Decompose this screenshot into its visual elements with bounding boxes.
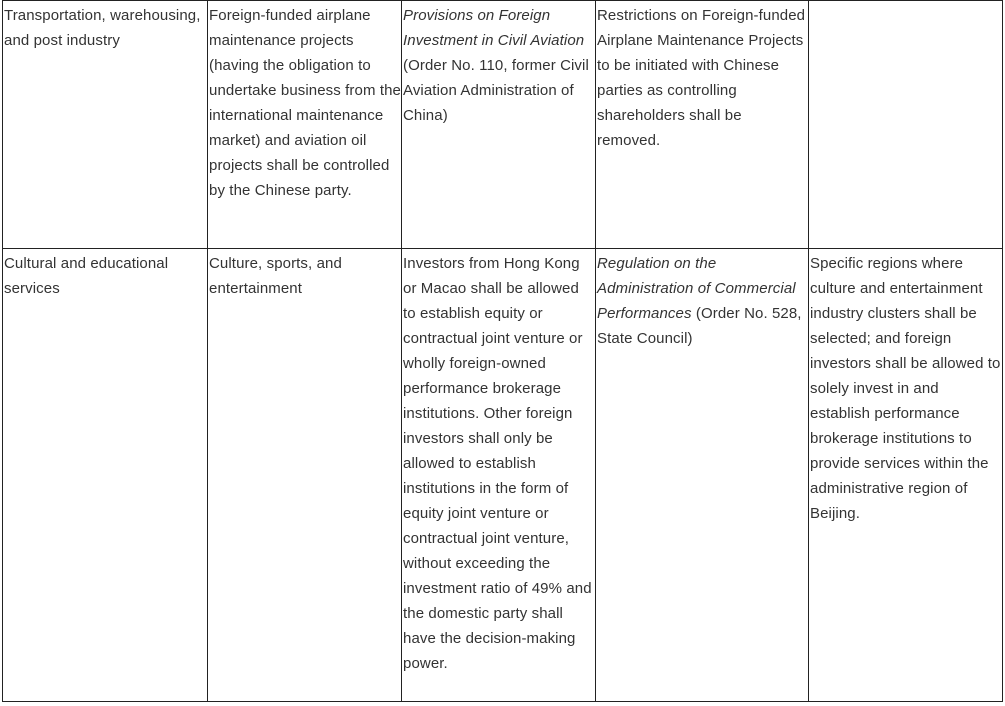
measure-cell xyxy=(596,1,809,249)
current-rule-text: Investors from Hong Kong or Macao shall be allowed to establish equity or contractual joint venture or wholly foreign-owned performance brokerage institutions. Other foreign investors shall only be allowed to establish institutions in the form of equity joint venture or contractual joint venture, without exceeding the investment ratio of 49% and the domestic party shall have the decision-making power. xyxy=(403,255,592,672)
category-cell xyxy=(208,249,402,702)
policy-table xyxy=(2,0,1003,702)
category-text: Foreign-funded airplane maintenance projects (having the obligation to undertake business from the international maintenance market) and aviation oil projects shall be controlled by the Chinese party. xyxy=(209,7,401,199)
note-cell xyxy=(809,1,1003,249)
sector-cell xyxy=(3,1,208,249)
category-cell xyxy=(208,1,402,249)
sector-text: Cultural and educational services xyxy=(4,255,169,297)
measure-cell xyxy=(809,249,1003,702)
category-text: Culture, sports, and entertainment xyxy=(209,255,342,297)
regulation-cell xyxy=(596,249,809,702)
sector-cell xyxy=(3,249,208,702)
regulation-reference: (Order No. 528, State Council) xyxy=(597,305,802,347)
table-row xyxy=(3,249,1003,702)
regulation-reference: (Order No. 110, former Civil Aviation Administration of China) xyxy=(403,57,589,124)
current-rule-cell xyxy=(402,249,596,702)
sector-text: Transportation, warehousing, and post industry xyxy=(4,7,201,49)
regulation-cell xyxy=(402,1,596,249)
regulation-title: Provisions on Foreign Investment in Civil Aviation xyxy=(403,7,585,49)
measure-text: Specific regions where culture and entertainment industry clusters shall be selected; and foreign investors shall be allowed to solely invest in and establish performance brokerage institutions to provide services within the administrative region of Beijing. xyxy=(810,255,1001,522)
table-row xyxy=(3,1,1003,249)
measure-text: Restrictions on Foreign-funded Airplane Maintenance Projects to be initiated with Chinese parties as controlling shareholders shall be removed. xyxy=(597,7,806,149)
regulation-title: Regulation on the Administration of Commercial Performances xyxy=(597,255,796,322)
